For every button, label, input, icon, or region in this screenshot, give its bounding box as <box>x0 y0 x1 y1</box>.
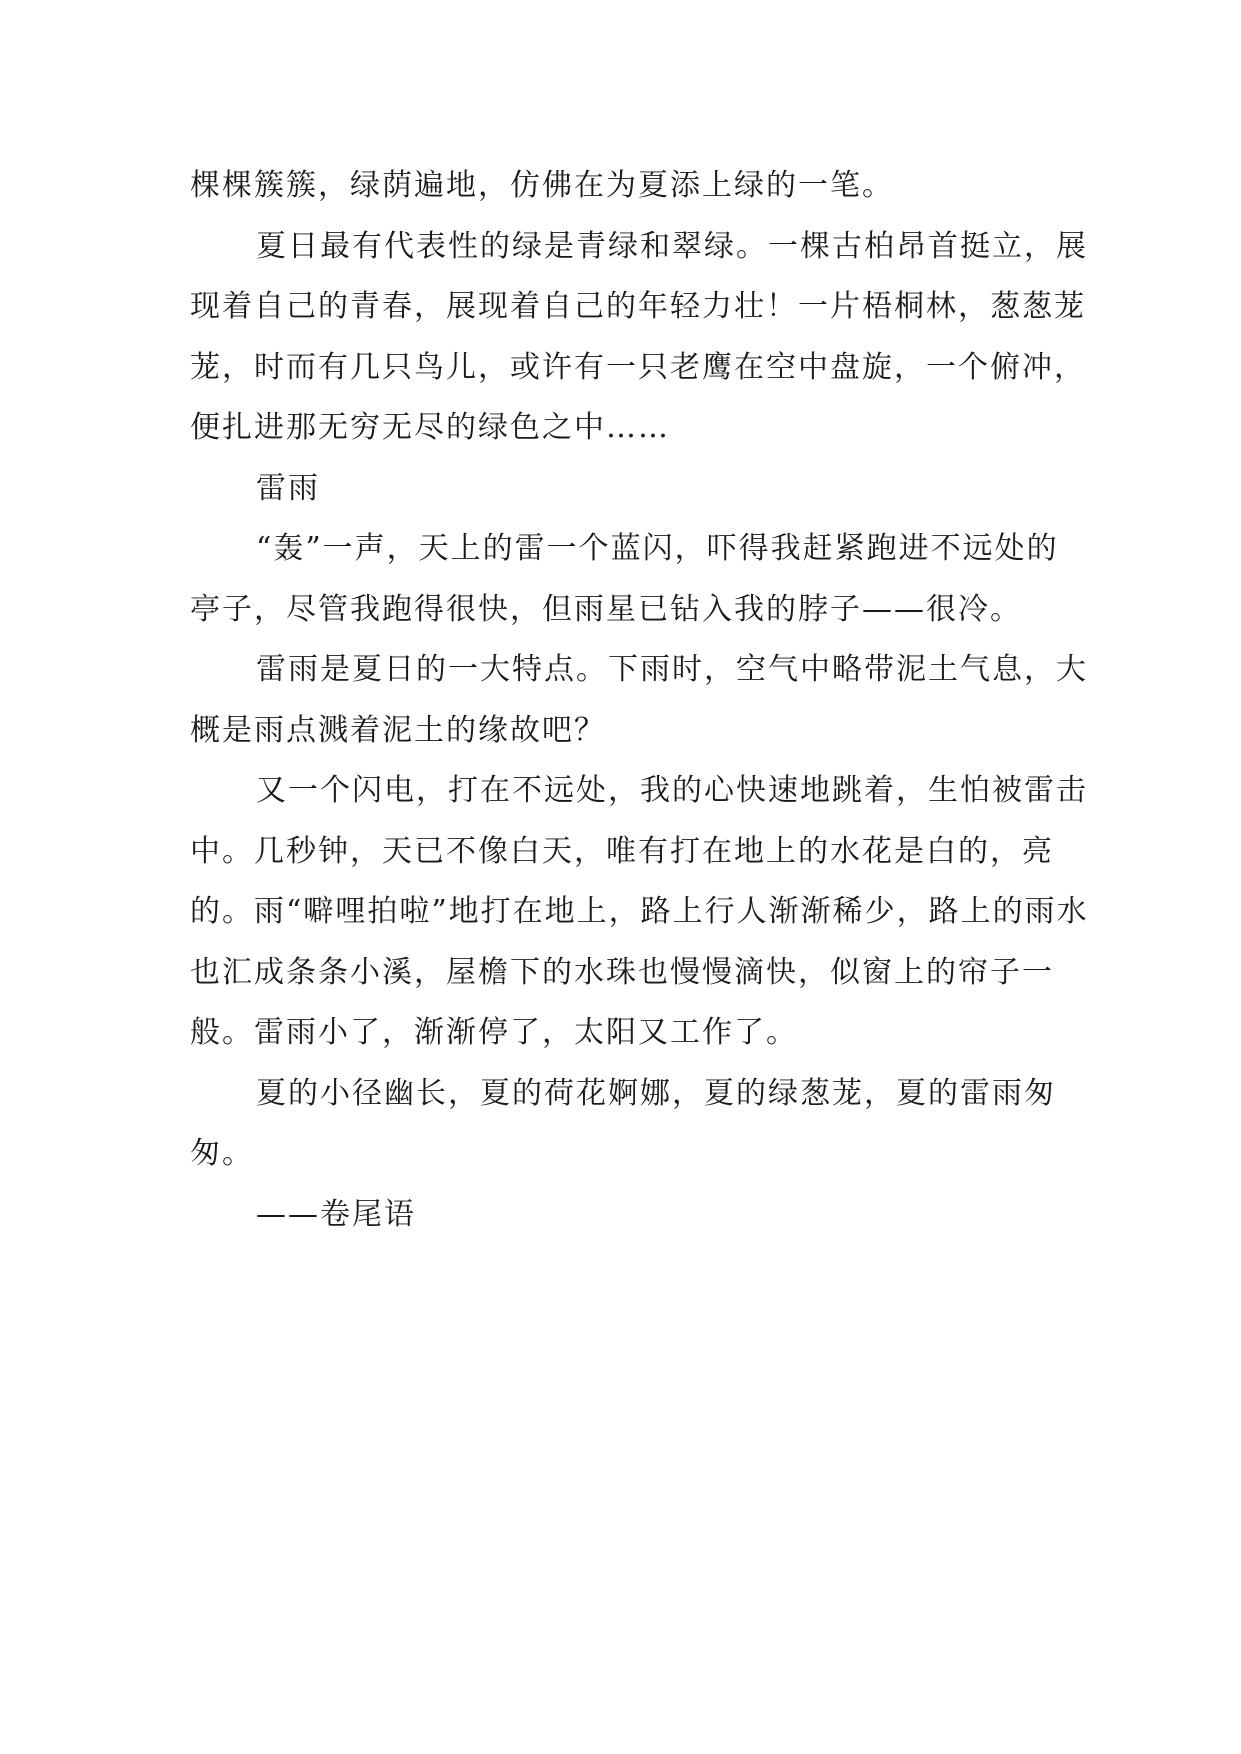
paragraph-greenery: 夏日最有代表性的绿是青绿和翠绿。一棵古柏昂首挺立，展现着自己的青春，展现着自己的年轻力壮！一片梧桐林，葱葱茏茏，时而有几只鸟儿，或许有一只老鹰在空中盘旋，一个俯冲，便扎进那无穷无尽的绿色之中…… <box>190 228 1088 445</box>
paragraph-summary: 夏的小径幽长，夏的荷花婀娜，夏的绿葱茏，夏的雷雨匆匆。 <box>190 1075 1056 1171</box>
epilogue-label: ——卷尾语 <box>256 1196 416 1232</box>
paragraph-thunder-strike: “轰”一声，天上的雷一个蓝闪，吓得我赶紧跑进不远处的亭子，尽管我跑得很快，但雨星已钻入我的脖子——很冷。 <box>190 531 1059 627</box>
paragraph-lightning: 又一个闪电，打在不远处，我的心快速地跳着，生怕被雷击中。几秒钟，天已不像白天，唯有打在地上的水花是白的，亮的。雨“噼哩拍啦”地打在地上，路上行人渐渐稀少，路上的雨水也汇成条条小溪，屋檐下的水珠也慢慢滴快，似窗上的帘子一般。雷雨小了，渐渐停了，太阳又工作了。 <box>190 773 1089 1050</box>
paragraph-continuation: 棵棵簇簇，绿荫遍地，仿佛在为夏添上绿的一笔。 <box>190 168 894 203</box>
document-body <box>190 156 1090 1245</box>
section-heading-thunderstorm: 雷雨 <box>256 470 320 506</box>
paragraph-rain-feature: 雷雨是夏日的一大特点。下雨时，空气中略带泥土气息，大概是雨点溅着泥土的缘故吧？ <box>190 652 1088 748</box>
